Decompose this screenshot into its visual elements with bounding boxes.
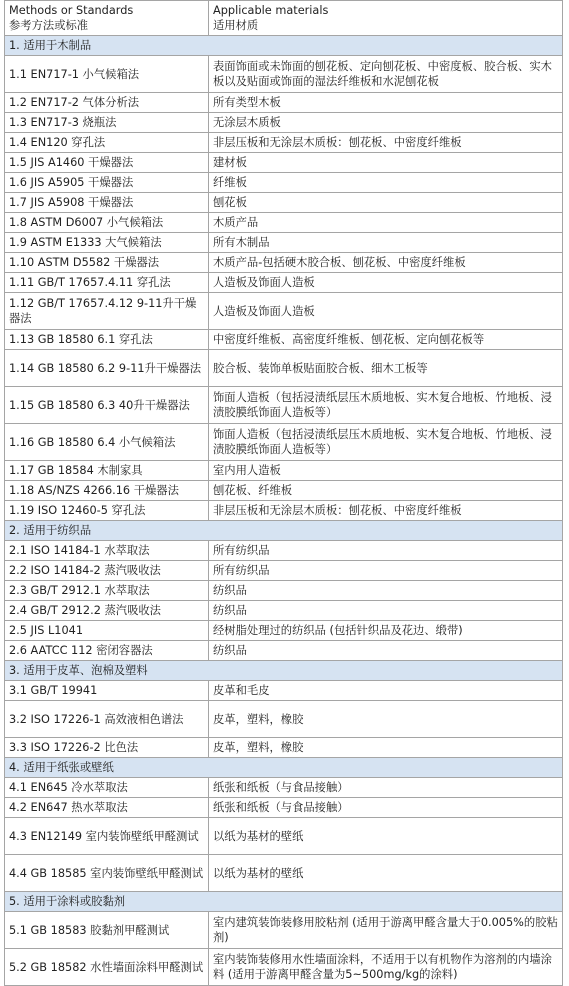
material-cell: 纤维板 bbox=[209, 173, 563, 193]
header-methods-cn: 参考方法或标准 bbox=[9, 19, 89, 32]
method-cell: 1.6 JIS A5905 干燥器法 bbox=[5, 173, 209, 193]
category-row bbox=[5, 521, 563, 541]
table-row bbox=[5, 818, 563, 855]
table-row bbox=[5, 153, 563, 173]
table-body bbox=[5, 36, 563, 986]
material-cell: 胶合板、装饰单板贴面胶合板、细木工板等 bbox=[209, 350, 563, 387]
table-row bbox=[5, 855, 563, 892]
method-cell: 1.12 GB/T 17657.4.12 9-11升干燥器法 bbox=[5, 293, 209, 330]
material-cell: 纸张和纸板（与食品接触） bbox=[209, 798, 563, 818]
material-cell: 所有木制品 bbox=[209, 233, 563, 253]
material-cell: 皮革和毛皮 bbox=[209, 681, 563, 701]
material-cell: 人造板及饰面人造板 bbox=[209, 273, 563, 293]
table-row bbox=[5, 681, 563, 701]
material-cell: 饰面人造板（包括浸渍纸层压木质地板、实木复合地板、竹地板、浸渍胶膜纸饰面人造板等） bbox=[209, 424, 563, 461]
table-row bbox=[5, 213, 563, 233]
category-row bbox=[5, 36, 563, 56]
table-row bbox=[5, 273, 563, 293]
formaldehyde-methods-table bbox=[4, 0, 563, 986]
table-row bbox=[5, 173, 563, 193]
method-cell: 3.3 ISO 17226-2 比色法 bbox=[5, 738, 209, 758]
table-row bbox=[5, 621, 563, 641]
table-row bbox=[5, 133, 563, 153]
material-cell: 纺织品 bbox=[209, 601, 563, 621]
header-materials-cn: 适用材质 bbox=[213, 19, 259, 32]
method-cell: 4.1 EN645 冷水萃取法 bbox=[5, 778, 209, 798]
table-row bbox=[5, 912, 563, 949]
table-row bbox=[5, 798, 563, 818]
table-row bbox=[5, 93, 563, 113]
method-cell: 1.11 GB/T 17657.4.11 穿孔法 bbox=[5, 273, 209, 293]
table-row bbox=[5, 701, 563, 738]
method-cell: 5.2 GB 18582 水性墙面涂料甲醛测试 bbox=[5, 949, 209, 986]
method-cell: 1.10 ASTM D5582 干燥器法 bbox=[5, 253, 209, 273]
material-cell: 纸张和纸板（与食品接触） bbox=[209, 778, 563, 798]
category-label: 4. 适用于纸张或壁纸 bbox=[5, 758, 563, 778]
method-cell: 1.9 ASTM E1333 大气候箱法 bbox=[5, 233, 209, 253]
category-label: 2. 适用于纺织品 bbox=[5, 521, 563, 541]
material-cell: 人造板及饰面人造板 bbox=[209, 293, 563, 330]
method-cell: 1.16 GB 18580 6.4 小气候箱法 bbox=[5, 424, 209, 461]
table-row bbox=[5, 581, 563, 601]
method-cell: 1.1 EN717-1 小气候箱法 bbox=[5, 56, 209, 93]
material-cell: 经树脂处理过的纺织品 (包括针织品及花边、缎带) bbox=[209, 621, 563, 641]
material-cell: 饰面人造板（包括浸渍纸层压木质地板、实木复合地板、竹地板、浸渍胶膜纸饰面人造板等） bbox=[209, 387, 563, 424]
header-methods-en: Methods or Standards bbox=[9, 4, 134, 17]
table-row bbox=[5, 330, 563, 350]
material-cell: 纺织品 bbox=[209, 641, 563, 661]
table-row bbox=[5, 350, 563, 387]
table-row bbox=[5, 56, 563, 93]
header-methods bbox=[5, 1, 209, 36]
material-cell: 建材板 bbox=[209, 153, 563, 173]
method-cell: 1.2 EN717-2 气体分析法 bbox=[5, 93, 209, 113]
category-label: 1. 适用于木制品 bbox=[5, 36, 563, 56]
method-cell: 1.5 JIS A1460 干燥器法 bbox=[5, 153, 209, 173]
table-row bbox=[5, 641, 563, 661]
category-row bbox=[5, 661, 563, 681]
method-cell: 1.8 ASTM D6007 小气候箱法 bbox=[5, 213, 209, 233]
table-row bbox=[5, 387, 563, 424]
method-cell: 1.7 JIS A5908 干燥器法 bbox=[5, 193, 209, 213]
table-row bbox=[5, 461, 563, 481]
material-cell: 室内建筑装饰装修用胶粘剂 (适用于游离甲醛含量大于0.005%的胶粘剂) bbox=[209, 912, 563, 949]
material-cell: 木质产品-包括硬木胶合板、刨花板、中密度纤维板 bbox=[209, 253, 563, 273]
method-cell: 3.2 ISO 17226-1 高效液相色谱法 bbox=[5, 701, 209, 738]
table-row bbox=[5, 561, 563, 581]
method-cell: 3.1 GB/T 19941 bbox=[5, 681, 209, 701]
material-cell: 所有纺织品 bbox=[209, 541, 563, 561]
category-row bbox=[5, 892, 563, 912]
material-cell: 表面饰面或未饰面的刨花板、定向刨花板、中密度板、胶合板、实木板以及贴面或饰面的湿法纤维板和水泥刨花板 bbox=[209, 56, 563, 93]
category-label: 3. 适用于皮革、泡棉及塑料 bbox=[5, 661, 563, 681]
table-row bbox=[5, 424, 563, 461]
table-row bbox=[5, 253, 563, 273]
material-cell: 无涂层木质板 bbox=[209, 113, 563, 133]
header-materials-en: Applicable materials bbox=[213, 4, 329, 17]
material-cell: 中密度纤维板、高密度纤维板、刨花板、定向刨花板等 bbox=[209, 330, 563, 350]
method-cell: 2.3 GB/T 2912.1 水萃取法 bbox=[5, 581, 209, 601]
table-row bbox=[5, 541, 563, 561]
table-row bbox=[5, 193, 563, 213]
method-cell: 1.17 GB 18584 木制家具 bbox=[5, 461, 209, 481]
method-cell: 1.14 GB 18580 6.2 9-11升干燥器法 bbox=[5, 350, 209, 387]
method-cell: 2.2 ISO 14184-2 蒸汽吸收法 bbox=[5, 561, 209, 581]
table-row bbox=[5, 293, 563, 330]
method-cell: 4.2 EN647 热水萃取法 bbox=[5, 798, 209, 818]
material-cell: 纺织品 bbox=[209, 581, 563, 601]
material-cell: 室内用人造板 bbox=[209, 461, 563, 481]
method-cell: 1.3 EN717-3 烧瓶法 bbox=[5, 113, 209, 133]
material-cell: 所有类型木板 bbox=[209, 93, 563, 113]
table-row bbox=[5, 481, 563, 501]
table-row bbox=[5, 601, 563, 621]
method-cell: 4.3 EN12149 室内装饰壁纸甲醛测试 bbox=[5, 818, 209, 855]
material-cell: 皮革，塑料，橡胶 bbox=[209, 701, 563, 738]
table-row bbox=[5, 778, 563, 798]
material-cell: 刨花板、纤维板 bbox=[209, 481, 563, 501]
table-row bbox=[5, 233, 563, 253]
material-cell: 非层压板和无涂层木质板：刨花板、中密度纤维板 bbox=[209, 501, 563, 521]
method-cell: 4.4 GB 18585 室内装饰壁纸甲醛测试 bbox=[5, 855, 209, 892]
material-cell: 以纸为基材的壁纸 bbox=[209, 855, 563, 892]
material-cell: 以纸为基材的壁纸 bbox=[209, 818, 563, 855]
method-cell: 1.19 ISO 12460-5 穿孔法 bbox=[5, 501, 209, 521]
table-header-row bbox=[5, 1, 563, 36]
method-cell: 1.13 GB 18580 6.1 穿孔法 bbox=[5, 330, 209, 350]
material-cell: 室内装饰装修用水性墙面涂料，不适用于以有机物作为溶剂的内墙涂料 (适用于游离甲醛含量为5~500mg/kg的涂料) bbox=[209, 949, 563, 986]
material-cell: 刨花板 bbox=[209, 193, 563, 213]
material-cell: 所有纺织品 bbox=[209, 561, 563, 581]
header-materials bbox=[209, 1, 563, 36]
method-cell: 1.18 AS/NZS 4266.16 干燥器法 bbox=[5, 481, 209, 501]
category-row bbox=[5, 758, 563, 778]
material-cell: 非层压板和无涂层木质板：刨花板、中密度纤维板 bbox=[209, 133, 563, 153]
material-cell: 皮革，塑料，橡胶 bbox=[209, 738, 563, 758]
method-cell: 1.15 GB 18580 6.3 40升干燥器法 bbox=[5, 387, 209, 424]
method-cell: 2.4 GB/T 2912.2 蒸汽吸收法 bbox=[5, 601, 209, 621]
table-row bbox=[5, 738, 563, 758]
method-cell: 2.1 ISO 14184-1 水萃取法 bbox=[5, 541, 209, 561]
category-label: 5. 适用于涂料或胶黏剂 bbox=[5, 892, 563, 912]
method-cell: 1.4 EN120 穿孔法 bbox=[5, 133, 209, 153]
method-cell: 2.6 AATCC 112 密闭容器法 bbox=[5, 641, 209, 661]
table-row bbox=[5, 113, 563, 133]
table-row bbox=[5, 949, 563, 986]
method-cell: 5.1 GB 18583 胶黏剂甲醛测试 bbox=[5, 912, 209, 949]
material-cell: 木质产品 bbox=[209, 213, 563, 233]
method-cell: 2.5 JIS L1041 bbox=[5, 621, 209, 641]
table-row bbox=[5, 501, 563, 521]
